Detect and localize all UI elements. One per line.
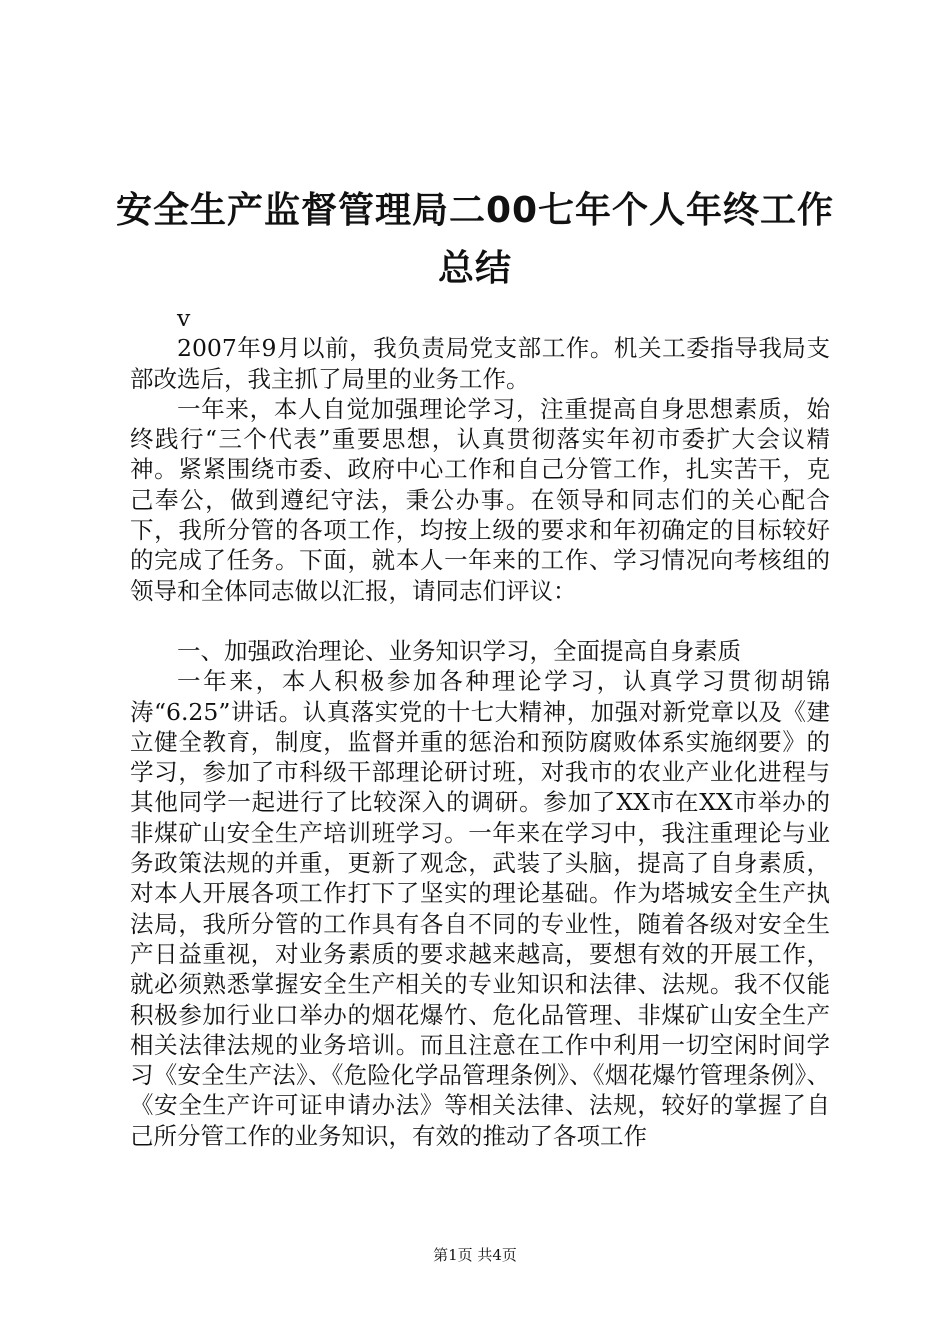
document-body [130, 303, 830, 1151]
page-footer: 第1页 共4页 [433, 1246, 517, 1264]
list-marker: v [177, 304, 191, 332]
title-line-1: 安全生产监督管理局二00七年个人年终工作 [115, 190, 835, 231]
paragraph-study: 一年来，本人积极参加各种理论学习，认真学习贯彻胡锦涛“6.25”讲话。认真落实党的十七大精神，加强对新党章以及《建立健全教育，制度，监督并重的惩治和预防腐败体系实施纲要》的学习，参加了市科级干部理论研讨班，对我市的农业产业化进程与其他同学一起进行了比较深入的调研。参加了XX市在XX市举办的非煤矿山安全生产培训班学习。一年来在学习中，我注重理论与业务政策法规的并重，更新了观念，武装了头脑，提高了自身素质，对本人开展各项工作打下了坚实的理论基础。作为塔城安全生产执法局，我所分管的工作具有各自不同的专业性，随着各级对安全生产日益重视，对业务素质的要求越来越高，要想有效的开展工作，就必须熟悉掌握安全生产相关的专业知识和法律、法规。我不仅能积极参加行业口举办的烟花爆竹、危化品管理、非煤矿山安全生产相关法律法规的业务培训。而且注意在工作中利用一切空闲时间学习《安全生产法》、《危险化学品管理条例》、《烟花爆竹管理条例》、《安全生产许可证申请办法》等相关法律、法规，较好的掌握了自己所分管工作的业务知识，有效的推动了各项工作 [130, 667, 830, 1150]
paragraph-overview: 一年来，本人自觉加强理论学习，注重提高自身思想素质，始终践行“三个代表”重要思想，认真贯彻落实年初市委扩大会议精神。紧紧围绕市委、政府中心工作和自己分管工作，扎实苦干，克己奉公，做到遵纪守法，秉公办事。在领导和同志们的关心配合下，我所分管的各项工作，均按上级的要求和年初确定的目标较好的完成了任务。下面，就本人一年来的工作、学习情况向考核组的领导和全体同志做以汇报，请同志们评议： [130, 394, 830, 605]
document-title [100, 182, 850, 298]
section-heading-1: 一、加强政治理论、业务知识学习，全面提高自身素质 [177, 636, 741, 665]
paragraph-intro: 2007年9月以前，我负责局党支部工作。机关工委指导我局支部改选后，我主抓了局里的业务工作。 [130, 334, 830, 393]
title-line-2: 总结 [437, 248, 512, 289]
